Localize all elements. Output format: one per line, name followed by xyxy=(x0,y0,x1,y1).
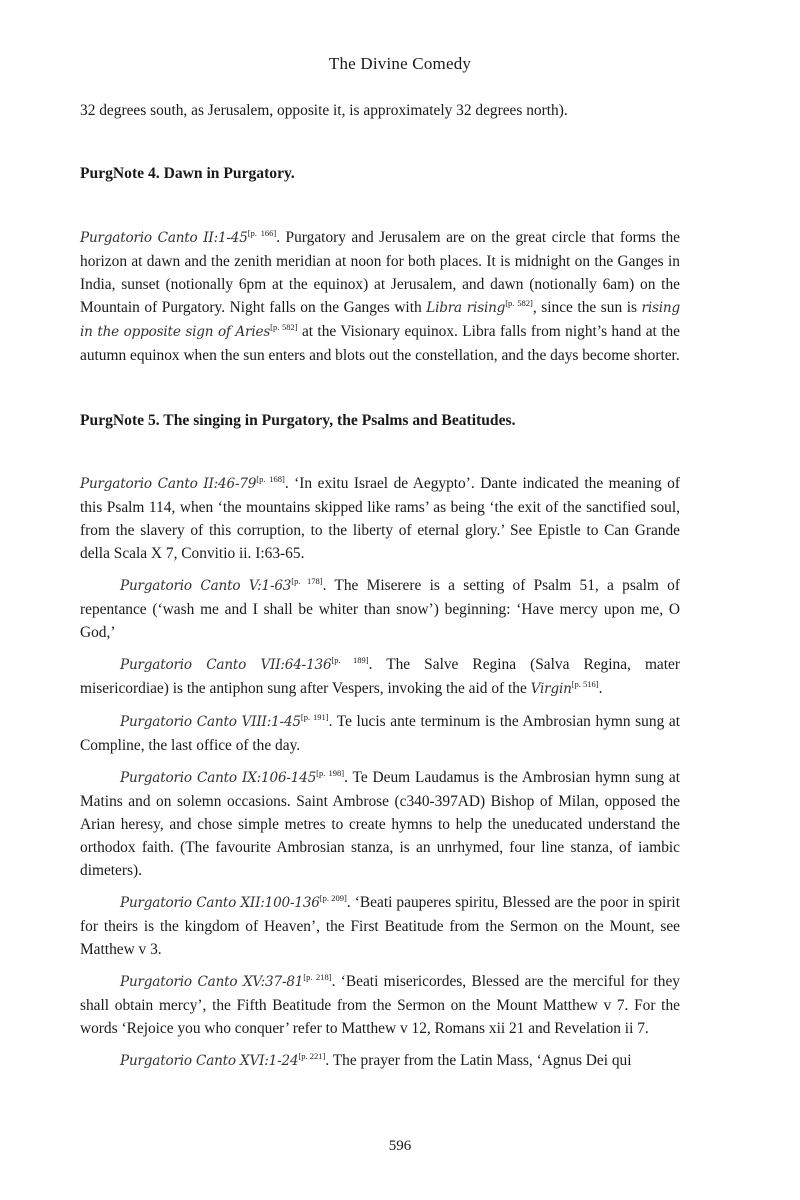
canto-reference: Purgatorio Canto VII:64-136 xyxy=(120,657,332,673)
paragraph-text: at the Visionary equinox. Libra falls from night’s hand at the autumn equinox when the sun enters and blots out the constellation, and the days become shorter. xyxy=(80,323,681,364)
page-content xyxy=(80,99,680,1073)
paragraph-text: . Te lucis ante terminum is the Ambrosian hymn sung at Compline, the last office of the day. xyxy=(80,713,680,754)
canto-reference: Purgatorio Canto II:1-45 xyxy=(80,230,248,246)
section-heading-note-4: PurgNote 4. Dawn in Purgatory. xyxy=(80,165,295,182)
note-5-paragraph xyxy=(80,710,680,757)
paragraph-text: , since the sun is xyxy=(532,299,642,316)
continuation-paragraph: 32 degrees south, as Jerusalem, opposite it, is approximately 32 degrees north). xyxy=(80,102,568,119)
page-reference: [p. 209] xyxy=(319,892,347,903)
note-4-paragraph xyxy=(80,226,680,367)
note-5-paragraph xyxy=(80,766,680,882)
page-reference: [p. 221] xyxy=(298,1050,326,1061)
note-5-paragraph xyxy=(80,574,680,644)
note-5-paragraph xyxy=(80,653,680,701)
paragraph-text: . The prayer from the Latin Mass, ‘Agnus Dei qui xyxy=(325,1052,632,1069)
canto-reference: Purgatorio Canto VIII:1-45 xyxy=(120,714,301,730)
paragraph-text: . ‘In exitu Israel de Aegypto’. Dante indicated the meaning of this Psalm 114, when ‘the mountains skipped like rams’ as being ‘the exit of the sanctified soul, from the slavery of this corruption, to the liberty of eternal glory.’ See Epistle to Can Grande della Scala X 7, Convitio ii. I:63-65. xyxy=(80,475,680,562)
note-5-paragraph xyxy=(80,472,680,565)
paragraph-text: . The Miserere is a setting of Psalm 51, a psalm of repentance (‘wash me and I shall be whiter than snow’) beginning: ‘Have mercy upon me, O God,’ xyxy=(80,577,680,641)
page-reference: [p. 168] xyxy=(256,473,285,484)
paragraph-text: . Purgatory and Jerusalem are on the great circle that forms the horizon at dawn and the zenith meridian at noon for both places. It is midnight on the Ganges in India, sunset (notionally 6pm at the equinox) at Jerusalem, and dawn (notionally 6am) on the Mountain of Purgatory. Night falls on the Ganges with xyxy=(80,229,680,316)
running-title: The Divine Comedy xyxy=(328,54,472,73)
canto-reference: Purgatorio Canto XII:100-136 xyxy=(120,895,320,911)
section-heading-note-5: PurgNote 5. The singing in Purgatory, the Psalms and Beatitudes. xyxy=(80,412,516,429)
italic-term: Libra rising xyxy=(426,300,506,316)
paragraph-text: . ‘Beati pauperes spiritu, Blessed are the poor in spirit for theirs is the kingdom of Heaven’, the First Beatitude from the Sermon on the Mount, see Matthew v 3. xyxy=(80,894,680,958)
page-reference: [p. 218] xyxy=(303,971,332,982)
canto-reference: Purgatorio Canto XV:37-81 xyxy=(120,974,304,990)
page-number: 596 xyxy=(388,1138,412,1154)
italic-term: rising in the opposite sign of Aries xyxy=(80,300,680,340)
paragraph-text: . The Salve Regina (Salva Regina, mater misericordiae) is the antiphon sung after Vespers, invoking the aid of the xyxy=(80,656,680,697)
canto-reference: Purgatorio Canto II:46-79 xyxy=(80,476,257,492)
paragraph-text: . Te Deum Laudamus is the Ambrosian hymn sung at Matins and on solemn occasions. Saint Ambrose (c340-397AD) Bishop of Milan, opposed the Arian heresy, and chose simple metres to create hymns to help the uneducated understand the orthodox faith. (The favourite Ambrosian stanza, is an unrhymed, four line stanza, of iambic dimeters). xyxy=(80,769,680,879)
note-5-paragraph xyxy=(80,970,680,1040)
canto-reference: Purgatorio Canto XVI:1-24 xyxy=(120,1053,299,1069)
canto-reference: Purgatorio Canto V:1-63 xyxy=(120,578,292,594)
page-reference: [p. 189] xyxy=(331,654,369,665)
paragraph-text: . ‘Beati misericordes, Blessed are the merciful for they shall obtain mercy’, the Fifth Beatitude from the Sermon on the Mount Matthew v 7. For the words ‘Rejoice you who conquer’ refer to Matthew v 12, Romans xii 21 and Revelation ii 7. xyxy=(80,973,680,1037)
note-5-paragraph xyxy=(80,1049,680,1073)
canto-reference: Purgatorio Canto IX:106-145 xyxy=(120,770,317,786)
note-5-paragraph xyxy=(80,891,680,961)
page-reference: [p. 178] xyxy=(291,575,323,586)
page-reference: [p. 582] xyxy=(505,297,533,308)
italic-term: Virgin xyxy=(530,681,572,697)
page-reference: [p. 516] xyxy=(571,678,599,689)
page-reference: [p. 198] xyxy=(316,767,345,778)
page-reference: [p. 191] xyxy=(300,711,329,722)
page-reference: [p. 582] xyxy=(270,321,298,332)
page-reference: [p. 166] xyxy=(247,227,277,238)
paragraph-text: . xyxy=(598,680,603,697)
